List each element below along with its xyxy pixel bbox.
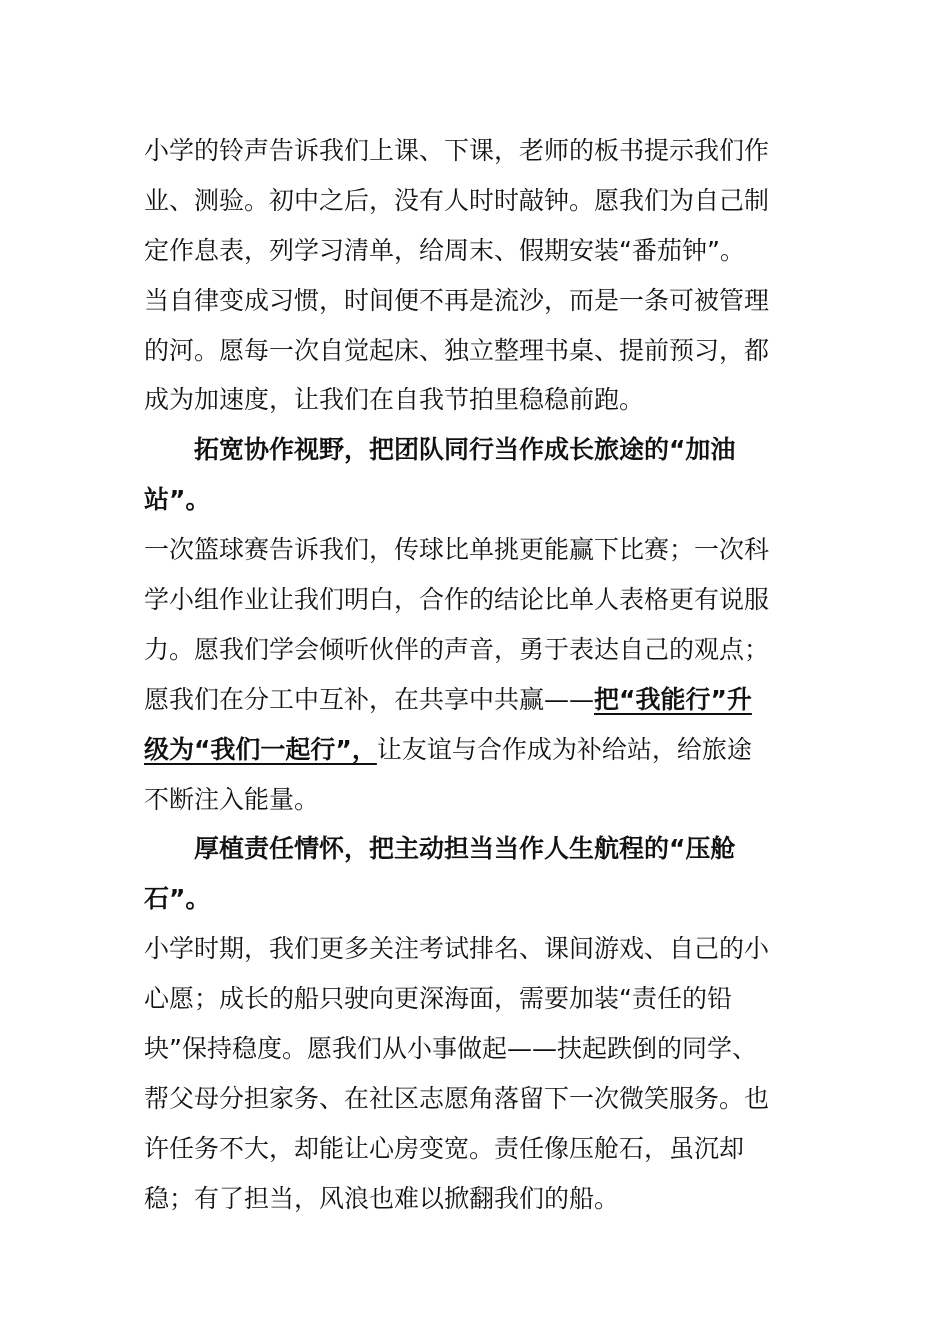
text-line (144, 675, 792, 725)
text-line: 力。愿我们学会倾听伙伴的声音，勇于表达自己的观点； (144, 634, 770, 664)
heading-line: 厚植责任情怀，把主动担当当作人生航程的“压舱 (194, 834, 736, 864)
heading-line: 拓宽协作视野，把团队同行当作成长旅途的“加油 (194, 435, 736, 465)
document-body (144, 126, 792, 1224)
paragraph-responsibility (144, 924, 792, 1223)
text-line: 许任务不大，却能让心房变宽。责任像压舱石，虽沉却 (144, 1133, 745, 1163)
heading-line: 石”。 (144, 884, 211, 914)
emphasized-text: 级为“我们一起行”， (144, 734, 377, 764)
text-line: 定作息表，列学习清单，给周末、假期安装“番茄钟”。 (144, 235, 745, 265)
text-line: 稳；有了担当，风浪也难以掀翻我们的船。 (144, 1183, 620, 1213)
text-line: 不断注入能量。 (144, 784, 320, 814)
text-line: 块”保持稳度。愿我们从小事做起——扶起跌倒的同学、 (144, 1034, 757, 1064)
text-line: 业、测验。初中之后，没有人时时敲钟。愿我们为自己制 (144, 185, 770, 215)
text-segment: 让友谊与合作成为补给站，给旅途 (376, 734, 752, 764)
text-line: 一次篮球赛告诉我们，传球比单挑更能赢下比赛；一次科 (144, 535, 770, 565)
text-line: 帮父母分担家务、在社区志愿角落留下一次微笑服务。也 (144, 1083, 770, 1113)
text-line (144, 725, 792, 775)
text-segment: 愿我们在分工中互补，在共享中共赢—— (144, 684, 595, 714)
paragraph-self-discipline (144, 126, 792, 425)
text-line: 成为加速度，让我们在自我节拍里稳稳前跑。 (144, 385, 645, 415)
paragraph-collaboration (144, 525, 792, 824)
text-line: 的河。愿每一次自觉起床、独立整理书桌、提前预习，都 (144, 335, 770, 365)
section-heading-responsibility (144, 824, 792, 924)
heading-line: 站”。 (144, 485, 211, 515)
text-line: 小学的铃声告诉我们上课、下课，老师的板书提示我们作 (144, 136, 770, 165)
text-line: 小学时期，我们更多关注考试排名、课间游戏、自己的小 (144, 934, 770, 964)
text-line: 当自律变成习惯，时间便不再是流沙，而是一条可被管理 (144, 285, 770, 315)
text-line: 心愿；成长的船只驶向更深海面，需要加装“责任的铅 (144, 984, 732, 1014)
text-line: 学小组作业让我们明白，合作的结论比单人表格更有说服 (144, 585, 770, 615)
section-heading-collaboration (144, 425, 792, 525)
emphasized-text: 把“我能行”升 (594, 684, 752, 714)
